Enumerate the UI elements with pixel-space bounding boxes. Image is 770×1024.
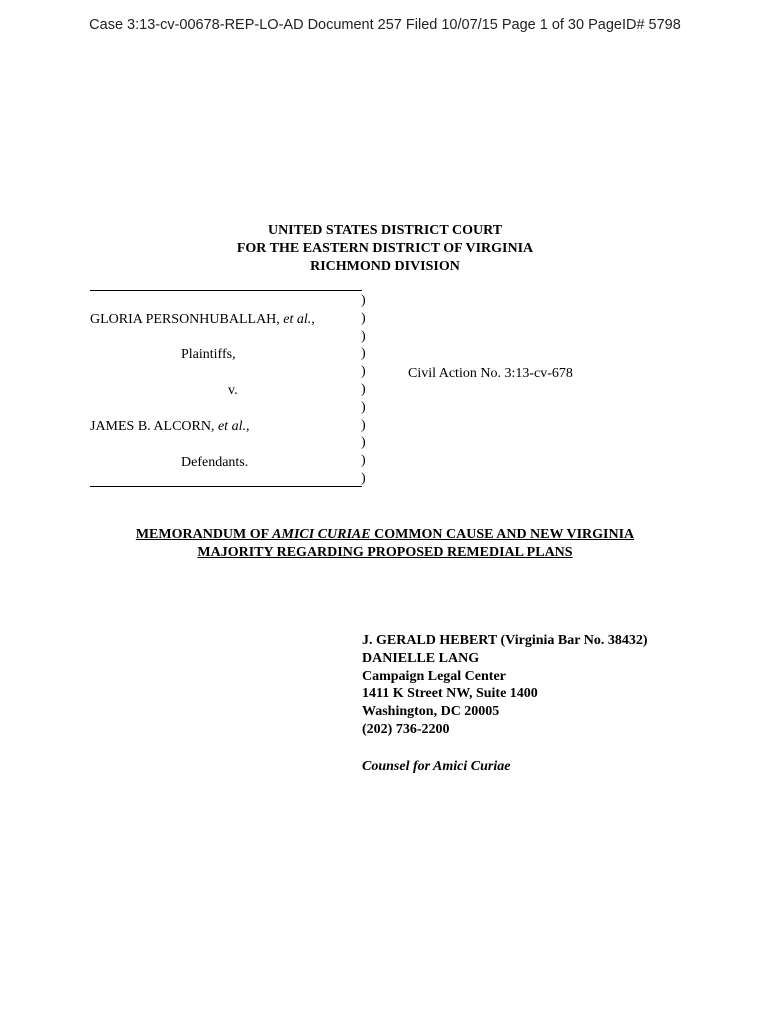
counsel-line: J. GERALD HEBERT (Virginia Bar No. 38432) — [362, 633, 648, 648]
memo-title-line2: MAJORITY REGARDING PROPOSED REMEDIAL PLANS — [197, 545, 573, 560]
counsel-line: 1411 K Street NW, Suite 1400 — [362, 686, 538, 702]
caption-paren: ) — [361, 453, 366, 469]
counsel-line: (202) 736-2200 — [362, 721, 450, 737]
caption-paren: ) — [361, 346, 366, 362]
plaintiff-name: GLORIA PERSONHUBALLAH, — [90, 312, 284, 327]
counsel-line: DANIELLE LANG — [362, 650, 480, 666]
defendant-line — [90, 419, 249, 435]
plaintiff-comma: , — [311, 312, 315, 327]
counsel-line: Campaign Legal Center — [362, 668, 506, 684]
civil-action-number: Civil Action No. 3:13-cv-678 — [408, 366, 573, 381]
caption-paren: ) — [361, 381, 366, 397]
court-district: FOR THE EASTERN DISTRICT OF VIRGINIA — [236, 241, 534, 256]
caption-paren: ) — [361, 470, 366, 486]
caption-top-rule — [90, 290, 362, 291]
counsel-block — [362, 632, 648, 739]
memo-line1-rest: COMMON CAUSE AND NEW VIRGINIA — [370, 527, 635, 542]
caption-paren: ) — [361, 364, 366, 380]
defendants-label: Defendants. — [181, 455, 249, 470]
plaintiff-line — [90, 312, 315, 328]
caption-paren: ) — [361, 399, 366, 415]
caption-paren: ) — [361, 310, 366, 326]
defendant-name: JAMES B. ALCORN, — [90, 419, 218, 434]
caption-paren: ) — [361, 435, 366, 451]
plaintiff-et-al: et al. — [283, 312, 312, 327]
memo-prefix: MEMORANDUM OF — [135, 527, 273, 542]
case-header: Case 3:13-cv-00678-REP-LO-AD Document 257 Filed 10/07/15 Page 1 of 30 PageID# 5798 — [89, 17, 681, 33]
counsel-line: Washington, DC 20005 — [362, 704, 500, 720]
caption-paren: ) — [361, 293, 366, 308]
caption-paren-column — [361, 292, 371, 488]
counsel-for-label: Counsel for Amici Curiae — [362, 759, 511, 774]
court-name: UNITED STATES DISTRICT COURT — [267, 223, 503, 238]
caption-paren: ) — [361, 417, 366, 433]
caption-bottom-rule — [90, 486, 362, 487]
plaintiffs-label: Plaintiffs, — [181, 347, 236, 362]
memo-title-line1 — [0, 526, 770, 544]
court-division: RICHMOND DIVISION — [310, 259, 460, 274]
versus-label: v. — [228, 383, 238, 398]
memo-amici: AMICI CURIAE — [272, 527, 371, 542]
defendant-et-al: et al. — [217, 419, 246, 434]
court-heading — [0, 222, 770, 276]
defendant-comma: , — [245, 419, 250, 434]
caption-paren: ) — [361, 328, 366, 344]
memorandum-title — [0, 526, 770, 562]
